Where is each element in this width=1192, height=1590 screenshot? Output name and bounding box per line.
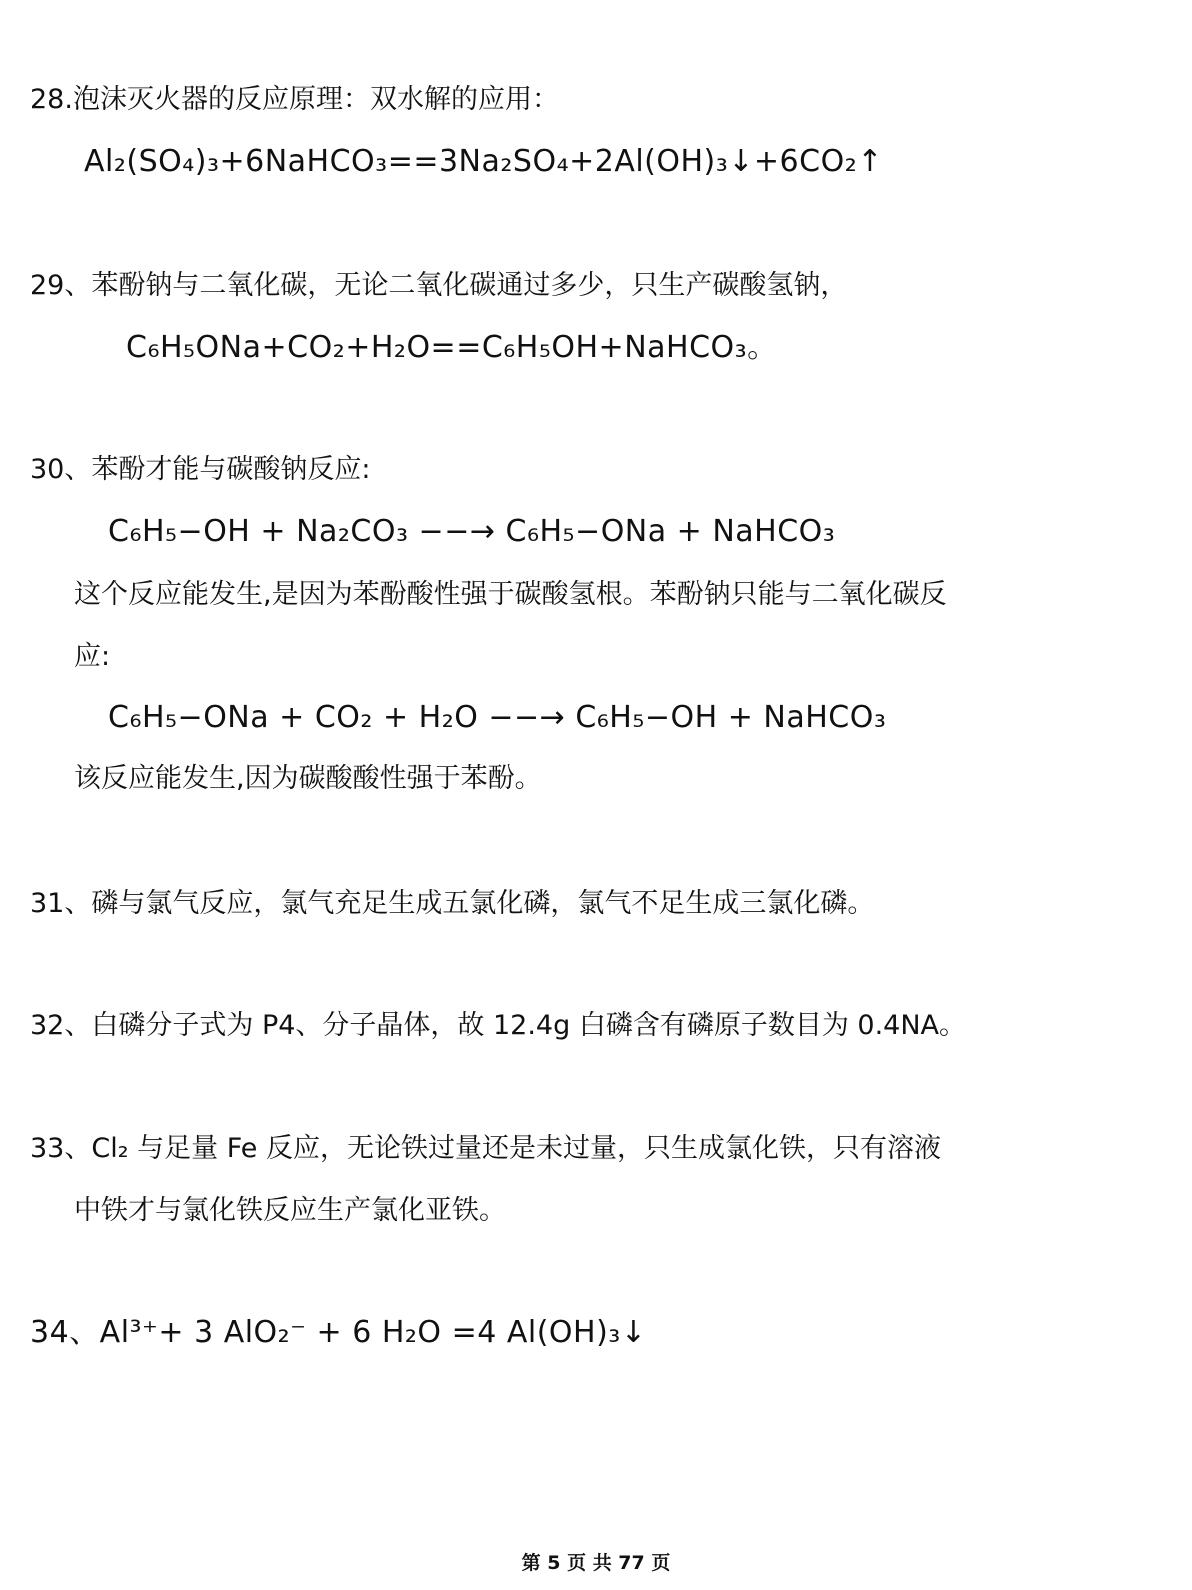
page-footer: 第 5 页 共 77 页 (521, 1552, 671, 1574)
item-30-equation-1: C₆H₅−OH + Na₂CO₃ −−→ C₆H₅−ONa + NaHCO₃ (108, 514, 836, 549)
item-33-line-1: 33、Cl₂ 与足量 Fe 反应，无论铁过量还是未过量，只生成氯化铁，只有溶液 (30, 1133, 941, 1164)
item-30-title: 30、苯酚才能与碳酸钠反应: (30, 454, 371, 485)
item-31-text: 31、磷与氯气反应，氯气充足生成五氯化磷，氯气不足生成三氯化磷。 (30, 888, 875, 919)
item-28-title: 28.泡沫灭火器的反应原理：双水解的应用： (30, 84, 559, 115)
item-34-equation: 34、Al³⁺+ 3 AlO₂⁻ + 6 H₂O =4 Al(OH)₃↓ (30, 1315, 647, 1350)
item-30-text-1b: 应: (74, 641, 111, 672)
item-29-title: 29、苯酚钠与二氧化碳，无论二氧化碳通过多少，只生产碳酸氢钠， (30, 270, 848, 301)
item-28-equation: Al₂(SO₄)₃+6NaHCO₃==3Na₂SO₄+2Al(OH)₃↓+6CO₂↑ (84, 144, 883, 179)
item-33-line-2: 中铁才与氯化铁反应生产氯化亚铁。 (74, 1195, 506, 1226)
item-32-text: 32、白磷分子式为 P4、分子晶体，故 12.4g 白磷含有磷原子数目为 0.4NA。 (30, 1010, 967, 1041)
item-30-text-1a: 这个反应能发生,是因为苯酚酸性强于碳酸氢根。苯酚钠只能与二氧化碳反 (74, 579, 947, 610)
item-30-text-2: 该反应能发生,因为碳酸酸性强于苯酚。 (74, 763, 542, 794)
item-30-equation-2: C₆H₅−ONa + CO₂ + H₂O −−→ C₆H₅−OH + NaHCO₃ (108, 700, 887, 735)
item-29-equation: C₆H₅ONa+CO₂+H₂O==C₆H₅OH+NaHCO₃。 (126, 330, 778, 365)
